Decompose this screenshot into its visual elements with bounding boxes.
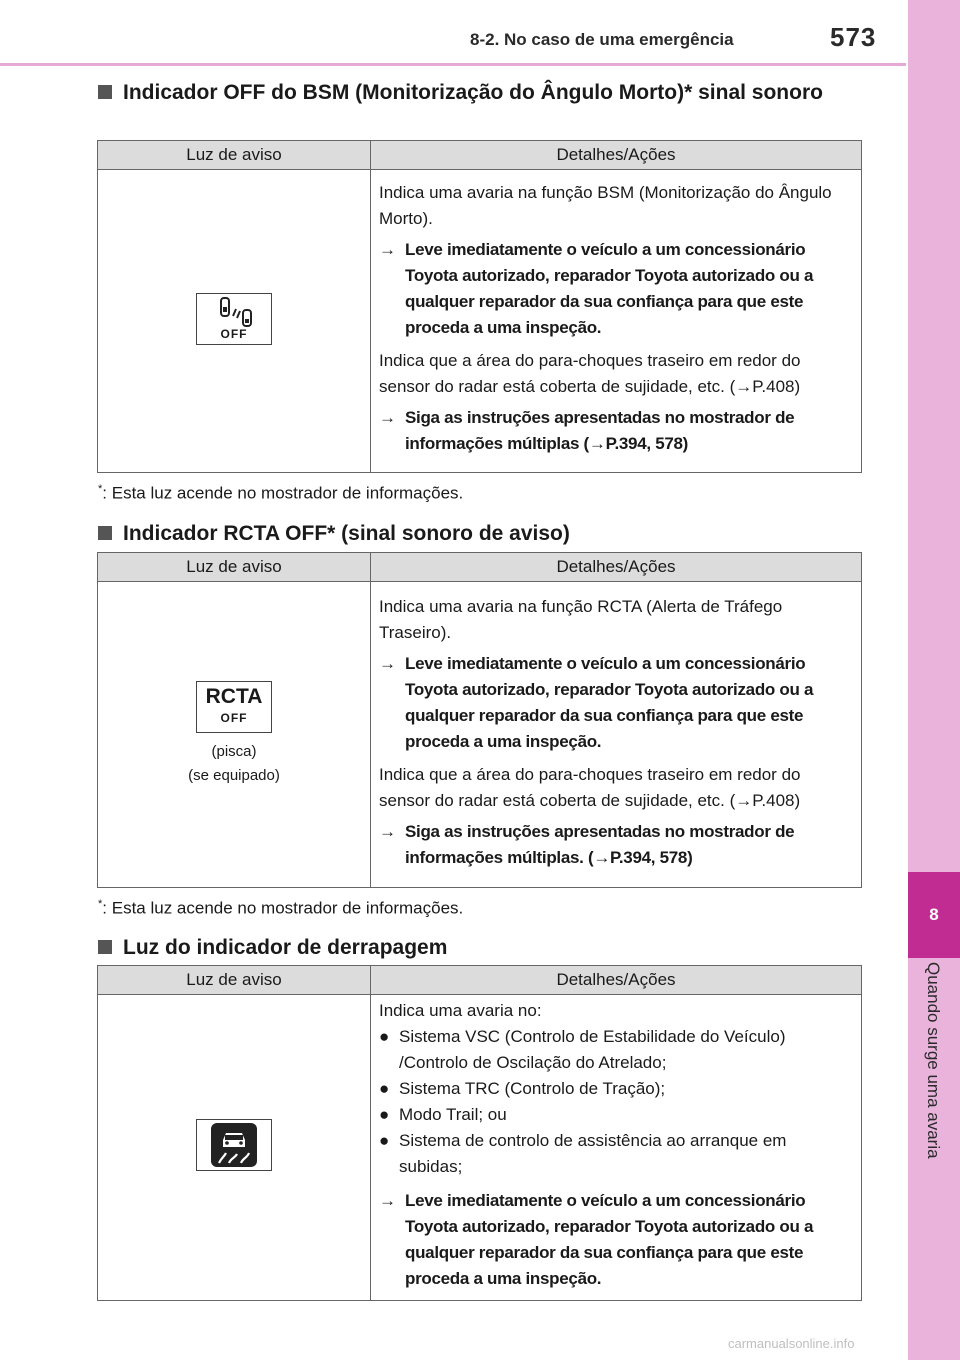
action-item: → Leve imediatamente o veículo a um concessionário Toyota autorizado, reparador Toyota autorizado ou a qualquer reparador da sua confiança para que este proceda a uma inspeção. <box>379 1188 853 1292</box>
arrow-icon: → <box>379 240 396 259</box>
list-item: ● Modo Trail; ou <box>379 1102 853 1128</box>
warning-table-skid <box>97 965 862 1301</box>
icon-caption-equipped: (se equipado) <box>188 767 280 784</box>
detail-text: Indica uma avaria na função BSM (Monitorização do Ângulo Morto). <box>379 183 832 228</box>
chapter-number-box: 8 <box>908 872 960 958</box>
detail-text: Indica que a área do para-choques traseiro em redor do sensor do radar está coberta de sujidade, etc. (→P.408) <box>379 764 801 810</box>
icon-cell <box>98 995 371 1301</box>
column-header-light: Luz de aviso <box>98 966 371 995</box>
header-rule <box>0 63 906 66</box>
bsm-off-icon <box>196 293 272 345</box>
footnote-rcta: *: Esta luz acende no mostrador de informações. <box>98 898 464 918</box>
square-bullet-icon <box>98 85 112 99</box>
icon-cell <box>98 170 371 473</box>
list-item: ● Sistema de controlo de assistência ao arranque em subidas; <box>379 1128 853 1180</box>
arrow-icon: → <box>379 1191 396 1210</box>
bullet-icon: ● <box>379 1105 390 1124</box>
bullet-icon: ● <box>379 1079 390 1098</box>
detail-text: Indica uma avaria no: <box>379 1001 542 1020</box>
skid-indicator-icon <box>196 1119 272 1171</box>
arrow-icon: → <box>379 821 396 841</box>
square-bullet-icon <box>98 526 112 540</box>
action-item: → Leve imediatamente o veículo a um concessionário Toyota autorizado, reparador Toyota autorizado ou a qualquer reparador da sua confiança para que este proceda a uma inspeção. <box>379 651 853 755</box>
detail-text: Indica uma avaria na função RCTA (Alerta de Tráfego Traseiro). <box>379 596 783 642</box>
action-item: → Siga as instruções apresentadas no mostrador de informações múltiplas (→P.394, 578) <box>379 405 853 457</box>
icon-caption-blinks: (pisca) <box>211 743 257 760</box>
section-title-bsm: Indicador OFF do BSM (Monitorização do Ângulo Morto)* sinal sonoro <box>98 80 843 105</box>
list-item: ● Sistema VSC (Controlo de Estabilidade do Veículo) /Controlo de Oscilação do Atrelado; <box>379 1024 853 1076</box>
arrow-icon: → <box>379 408 396 427</box>
rcta-off-icon <box>196 681 272 733</box>
column-header-details: Detalhes/Ações <box>371 966 862 995</box>
detail-cell <box>371 170 862 473</box>
column-header-details: Detalhes/Ações <box>371 553 862 582</box>
section-title-rcta: Indicador RCTA OFF* (sinal sonoro de aviso) <box>98 521 843 546</box>
detail-cell <box>371 582 862 888</box>
chapter-title: Quando surge uma avaria <box>924 962 943 1159</box>
bullet-icon: ● <box>379 1131 390 1150</box>
square-bullet-icon <box>98 940 112 954</box>
section-title-skid: Luz do indicador de derrapagem <box>98 935 843 960</box>
icon-cell <box>98 582 371 888</box>
detail-cell <box>371 995 862 1301</box>
column-header-details: Detalhes/Ações <box>371 141 862 170</box>
warning-table-rcta <box>97 552 862 888</box>
action-item: → Siga as instruções apresentadas no mostrador de informações múltiplas. (→P.394, 578) <box>379 819 853 871</box>
watermark: carmanualsonline.info <box>728 1336 855 1351</box>
column-header-light: Luz de aviso <box>98 141 371 170</box>
action-item: → Leve imediatamente o veículo a um concessionário Toyota autorizado, reparador Toyota autorizado ou a qualquer reparador da sua confiança para que este proceda a uma inspeção. <box>379 237 853 341</box>
list-item: ● Sistema TRC (Controlo de Tração); <box>379 1076 853 1102</box>
footnote-bsm: *: Esta luz acende no mostrador de informações. <box>98 483 464 503</box>
bsm-off-label: OFF <box>220 326 248 341</box>
column-header-light: Luz de aviso <box>98 553 371 582</box>
running-header: 8-2. No caso de uma emergência <box>470 30 734 49</box>
page-number: 573 <box>830 22 877 52</box>
rcta-off-label: OFF <box>220 711 248 725</box>
bullet-icon: ● <box>379 1027 390 1046</box>
arrow-icon: → <box>379 653 396 673</box>
detail-text: Indica que a área do para-choques traseiro em redor do sensor do radar está coberta de sujidade, etc. (→P.408) <box>379 351 801 396</box>
rcta-label: RCTA <box>205 685 263 708</box>
warning-table-bsm <box>97 140 862 473</box>
